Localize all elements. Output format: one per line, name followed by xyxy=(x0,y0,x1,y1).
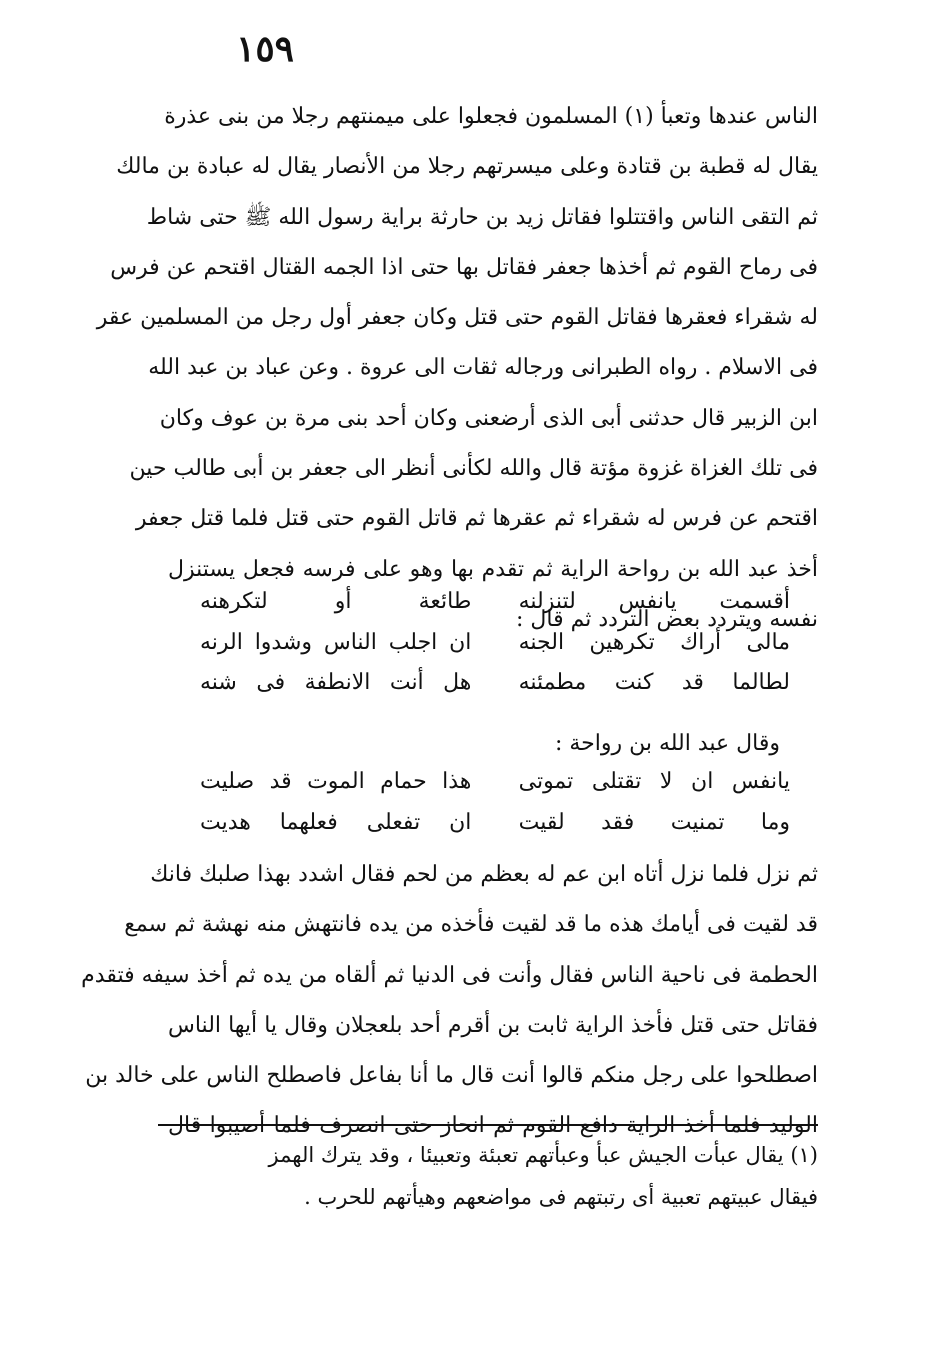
text-line: ابن الزبير قال حدثنى أبى الذى أرضعنى وكان أحد بنى مرة بن عوف وكان xyxy=(159,405,818,431)
text-line: الحطمة فى ناحية الناس فقال وأنت فى الدنيا ثم ألقاه من يده ثم أخذ سيفه فتقدم xyxy=(81,962,818,988)
text-line: فى رماح القوم ثم أخذها جعفر فقاتل بها حتى اذا الجمه القتال اقتحم عن فرس xyxy=(110,254,818,280)
verse-second-hemistich: هل أنت الانطفة فى شنه xyxy=(200,670,472,696)
footnote-divider xyxy=(158,1124,818,1126)
poem-verse xyxy=(200,663,790,704)
verse-second-hemistich: طائعة أو لتكرهنه xyxy=(200,589,472,614)
text-line: له شقراء فعقرها فقاتل القوم حتى قتل وكان جعفر أول رجل من المسلمين عقر xyxy=(96,305,818,331)
main-paragraph xyxy=(96,92,818,645)
verse-first-hemistich: لطالما قد كنت مطمئنه xyxy=(518,670,790,696)
text-line: يقال له قطبة بن قتادة وعلى ميسرتهم رجلا من الأنصار يقال له عبادة بن مالك xyxy=(116,154,818,180)
poem-intro: وقال عبد الله بن رواحة : xyxy=(554,731,780,756)
verse-second-hemistich: هذا حمام الموت قد صليت xyxy=(200,769,472,794)
text-line: الوليد فلما أخذ الراية دافع القوم ثم انحاز حتى انصرف فلما أصيبوا قال xyxy=(168,1113,818,1139)
text-line: اقتحم عن فرس له شقراء ثم عقرها ثم قاتل القوم حتى قتل فلما قتل جعفر xyxy=(135,506,818,532)
verse-first-hemistich: أقسمت يانفس لتنزلنه xyxy=(518,589,790,614)
text-line: ثم التقى الناس واقتتلوا فقاتل زيد بن حارثة براية رسول الله ﷺ حتى شاط xyxy=(146,204,818,230)
poem-verse xyxy=(200,582,790,623)
verse-first-hemistich: يانفس ان لا تقتلى تموتى xyxy=(518,769,790,794)
poem-first xyxy=(200,582,790,704)
text-line: فقاتل حتى قتل فأخذ الراية ثابت بن أقرم أحد بلعجلان وقال يا أيها الناس xyxy=(168,1012,818,1038)
poem-second xyxy=(200,762,790,843)
text-line: فى الاسلام . رواه الطبرانى ورجاله ثقات الى عروة . وعن عباد بن عبد الله xyxy=(148,355,818,381)
poem-verse xyxy=(200,803,790,844)
text-line: اصطلحوا على رجل منكم قالوا أنت قال ما أنا بفاعل فاصطلح الناس على خالد بن xyxy=(85,1063,818,1089)
text-line: فى تلك الغزاة غزوة مؤتة قال والله لكأنى أنظر الى جعفر بن أبى طالب حين xyxy=(129,456,818,482)
footnote xyxy=(268,1134,818,1218)
page-number: ١٥٩ xyxy=(235,28,294,70)
poem-verse xyxy=(200,762,790,803)
text-line: ثم نزل فلما نزل أتاه ابن عم له بعظم من لحم فقال اشدد بهذا صلبك فانك xyxy=(150,862,818,887)
verse-first-hemistich: مالى أراك تكرهين الجنه xyxy=(518,629,790,655)
footnote-line: (١) يقال عبأت الجيش عبأ وعبأتهم تعبئة وتعبيئا ، وقد يترك الهمز xyxy=(268,1143,818,1167)
poem-verse xyxy=(200,623,790,664)
text-line: الناس عندها وتعبأ (١) المسلمون فجعلوا على ميمنتهم رجلا من بنى عذرة xyxy=(164,104,818,129)
text-line: أخذ عبد الله بن رواحة الراية ثم تقدم بها وهو على فرسه فجعل يستنزل xyxy=(168,556,818,582)
text-line: نفسه ويتردد بعض التردد ثم قال : xyxy=(515,606,818,632)
second-paragraph xyxy=(81,850,818,1152)
verse-first-hemistich: وما تمنيت فقد لقيت xyxy=(518,809,790,835)
verse-second-hemistich: ان اجلب الناس وشدوا الرنه xyxy=(200,629,472,655)
verse-second-hemistich: ان تفعلى فعلهما هديت xyxy=(200,809,472,835)
footnote-line: فيقال عبيتهم تعبية أى رتبتهم فى مواضعهم وهيأتهم للحرب . xyxy=(304,1185,818,1209)
text-line: قد لقيت فى أيامك هذه ما قد لقيت فأخذه من يده فانتهش منه نهشة ثم سمع xyxy=(124,912,818,938)
